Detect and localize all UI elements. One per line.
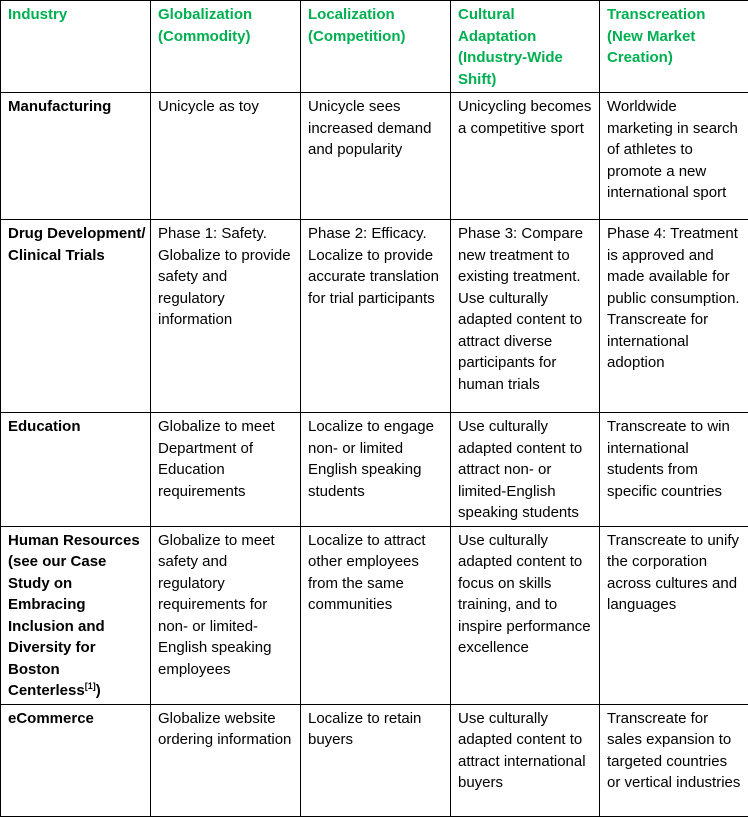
table-row-education	[1, 413, 748, 527]
footnote-reference-link[interactable]: [1]	[85, 681, 96, 691]
globalization-cell: Globalize to meet safety and regulatory requirements for non- or limited-English speaking employees	[151, 526, 301, 704]
transcreation-cell: Transcreate to win international students from specific countries	[600, 413, 748, 527]
table-row-human-resources	[1, 526, 748, 704]
header-transcreation: Transcreation (New Market Creation)	[600, 1, 748, 93]
header-localization: Localization (Competition)	[301, 1, 451, 93]
industry-cell: Drug Development/ Clinical Trials	[1, 220, 151, 413]
transcreation-cell: Worldwide marketing in search of athletes to promote a new international sport	[600, 93, 748, 220]
cultural-adaptation-cell: Use culturally adapted content to focus on skills training, and to inspire performance excellence	[451, 526, 600, 704]
industry-cell: eCommerce	[1, 704, 151, 816]
industry-cell	[1, 526, 151, 704]
globalization-cell: Globalize to meet Department of Education requirements	[151, 413, 301, 527]
localization-cell: Localize to engage non- or limited English speaking students	[301, 413, 451, 527]
cultural-adaptation-cell: Phase 3: Compare new treatment to existing treatment. Use culturally adapted content to attract diverse participants for human trials	[451, 220, 600, 413]
cultural-adaptation-cell: Use culturally adapted content to attract international buyers	[451, 704, 600, 816]
transcreation-cell: Phase 4: Treatment is approved and made available for public consumption. Transcreate for international adoption	[600, 220, 748, 413]
table-row-drug-development	[1, 220, 748, 413]
table-row-manufacturing	[1, 93, 748, 220]
globalization-cell: Phase 1: Safety. Globalize to provide safety and regulatory information	[151, 220, 301, 413]
industry-label-suffix: )	[96, 682, 101, 699]
localization-cell: Localize to retain buyers	[301, 704, 451, 816]
cultural-adaptation-cell: Use culturally adapted content to attract non- or limited-English speaking students	[451, 413, 600, 527]
transcreation-cell: Transcreate to unify the corporation across cultures and languages	[600, 526, 748, 704]
transcreation-cell: Transcreate for sales expansion to targeted countries or vertical industries	[600, 704, 748, 816]
globalization-cell: Unicycle as toy	[151, 93, 301, 220]
localization-cell: Unicycle sees increased demand and popularity	[301, 93, 451, 220]
industry-cell: Manufacturing	[1, 93, 151, 220]
header-globalization: Globalization (Commodity)	[151, 1, 301, 93]
header-cultural-adaptation: Cultural Adaptation (Industry-Wide Shift)	[451, 1, 600, 93]
table-header-row	[1, 1, 748, 93]
industry-label: Human Resources (see our Case Study on Embracing Inclusion and Diversity for Boston Centerless	[8, 532, 140, 700]
localization-cell: Localize to attract other employees from the same communities	[301, 526, 451, 704]
cultural-adaptation-cell: Unicycling becomes a competitive sport	[451, 93, 600, 220]
industry-cell: Education	[1, 413, 151, 527]
localization-cell: Phase 2: Efficacy. Localize to provide accurate translation for trial participants	[301, 220, 451, 413]
header-industry: Industry	[1, 1, 151, 93]
globalization-cell: Globalize website ordering information	[151, 704, 301, 816]
table-row-ecommerce	[1, 704, 748, 816]
